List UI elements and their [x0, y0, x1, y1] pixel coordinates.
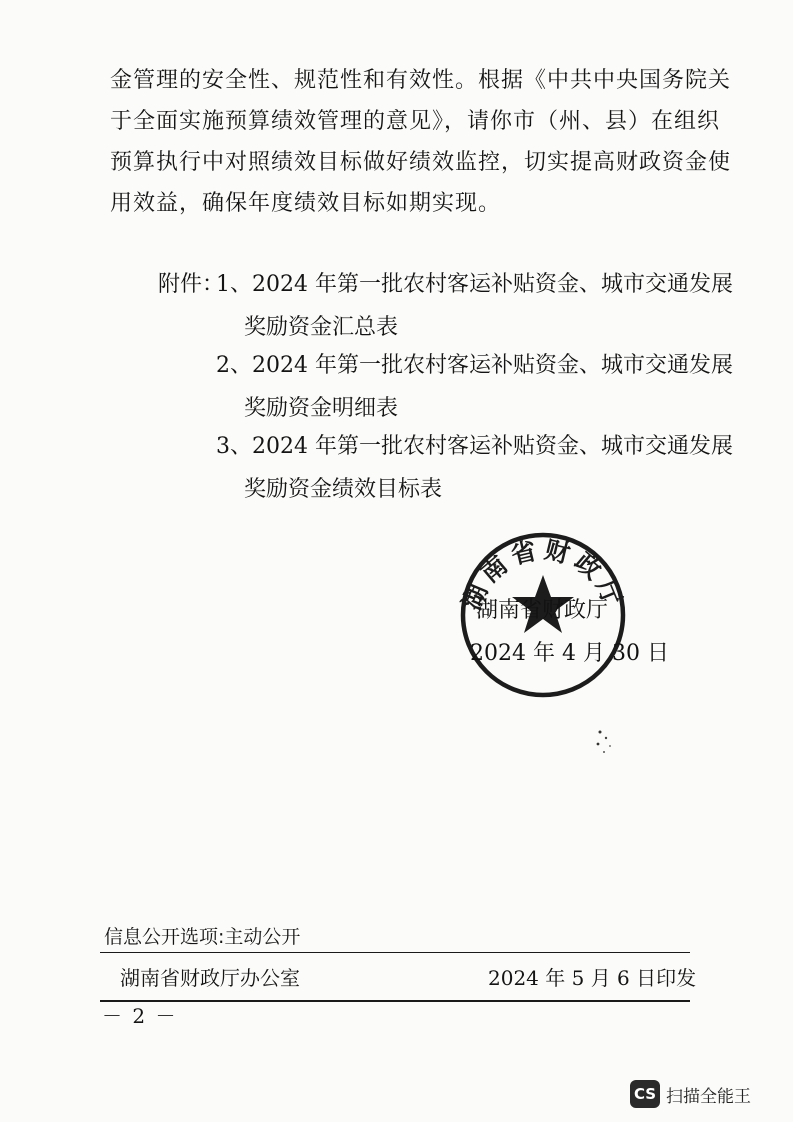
- svg-text:湖南省财政厅: 湖南省财政厅: [458, 534, 628, 615]
- scan-specks: [590, 726, 620, 766]
- body-line: 预算执行中对照绩效目标做好绩效监控，切实提高财政资金使: [110, 150, 732, 175]
- issuing-office: 湖南省财政厅办公室: [120, 966, 300, 990]
- attachment-item-2-cont: 奖励资金明细表: [244, 396, 399, 421]
- signing-organization: 湖南省财政厅: [476, 598, 609, 623]
- body-paragraph: [110, 60, 732, 224]
- scanner-app-name: 扫描全能王: [666, 1086, 751, 1107]
- body-line: 于全面实施预算绩效管理的意见》，请你市（州、县）在组织: [110, 109, 721, 134]
- attachment-item-3: 3、2024 年第一批农村客运补贴资金、城市交通发展: [216, 434, 733, 459]
- footer-rule-top: [100, 952, 690, 953]
- attachment-item-2: 2、2024 年第一批农村客运补贴资金、城市交通发展: [216, 353, 733, 378]
- attachment-item-1: 1、2024 年第一批农村客运补贴资金、城市交通发展: [216, 272, 733, 297]
- print-date: 2024 年 5 月 6 日印发: [488, 966, 697, 990]
- signing-date: 2024 年 4 月 30 日: [470, 641, 669, 666]
- attachment-item-1-cont: 奖励资金汇总表: [244, 315, 399, 340]
- scanner-watermark: [630, 1080, 751, 1108]
- camscanner-logo-icon: CS: [630, 1080, 660, 1108]
- attachment-item-3-cont: 奖励资金绩效目标表: [244, 477, 443, 502]
- body-line: 用效益，确保年度绩效目标如期实现。: [110, 191, 502, 216]
- body-line: 金管理的安全性、规范性和有效性。根据《中共中央国务院关: [110, 68, 732, 93]
- attachments-label: 附件：: [158, 272, 225, 297]
- footer-rule-bottom: [100, 1000, 690, 1002]
- disclosure-option: 信息公开选项:主动公开: [104, 926, 301, 948]
- page-number: － 2 －: [102, 1004, 178, 1028]
